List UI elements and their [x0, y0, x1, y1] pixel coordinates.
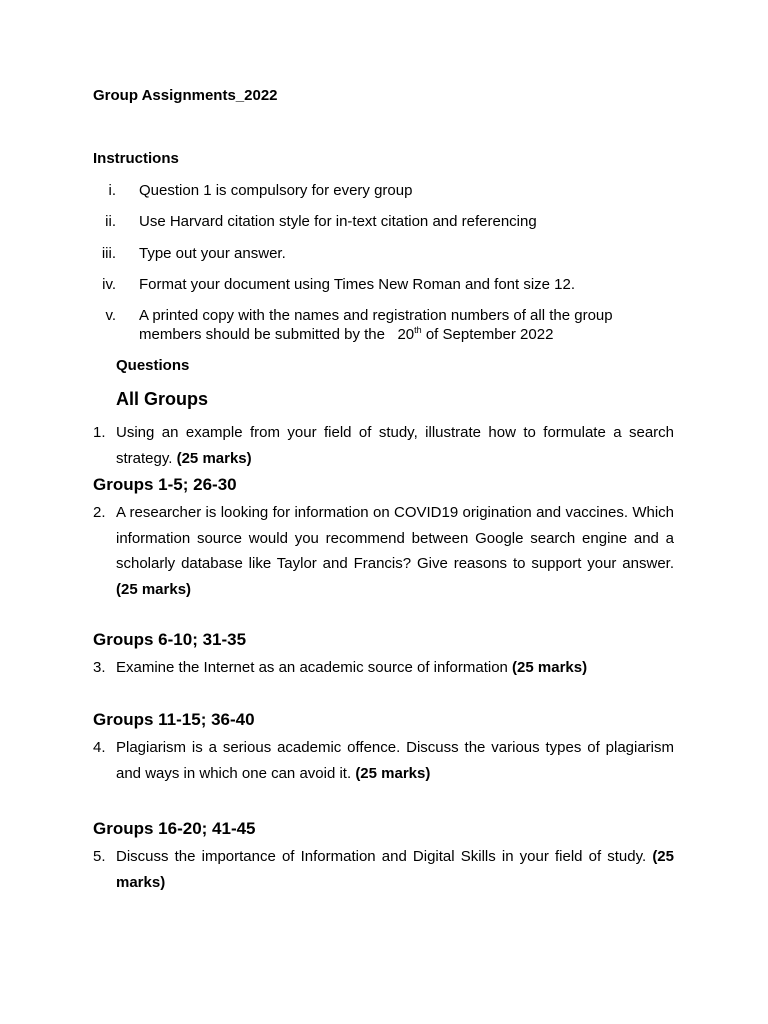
question-marks: (25 marks) [176, 449, 252, 467]
group-heading: All Groups [116, 389, 209, 409]
instruction-text: Format your document using Times New Roman and font size 12. [139, 276, 576, 293]
question-body: Examine the Internet as an academic source of information [116, 659, 513, 676]
question-text [116, 655, 674, 681]
instruction-number: i. [108, 182, 116, 199]
instruction-text: Question 1 is compulsory for every group [139, 182, 413, 199]
question-text [116, 500, 674, 602]
instruction-text-line1: A printed copy with the names and registration numbers of all the group [139, 307, 613, 324]
question-text [116, 420, 674, 471]
question-number: 5. [93, 848, 106, 865]
ordinal-suffix: th [414, 325, 422, 335]
instructions-heading: Instructions [93, 150, 179, 167]
question-text [116, 844, 674, 895]
group-heading: Groups 16-20; 41-45 [93, 819, 256, 838]
question-body: Using an example from your field of study, illustrate how to formulate a search strategy. [116, 424, 674, 467]
group-heading: Groups 1-5; 26-30 [93, 475, 237, 494]
questions-label: Questions [116, 357, 190, 374]
instruction-number: iii. [101, 245, 116, 262]
instruction-text-line2-end: of September 2022 [421, 326, 554, 343]
question-body: A researcher is looking for information on COVID19 origination and vaccines. Which information source would you recommend between Google search engine and a scholarly database like Taylor and Francis? Give reasons to support your answer. [116, 504, 674, 572]
question-number: 3. [93, 659, 106, 676]
question-number: 1. [93, 424, 106, 441]
group-heading: Groups 11-15; 36-40 [93, 710, 255, 729]
question-body: Discuss the importance of Information and Digital Skills in your field of study. [116, 848, 653, 865]
question-number: 2. [93, 504, 106, 521]
group-heading: Groups 6-10; 31-35 [93, 630, 247, 649]
instruction-text-line2 [139, 326, 553, 343]
question-marks: (25 marks) [116, 580, 192, 598]
instruction-text: Use Harvard citation style for in-text citation and referencing [139, 213, 537, 230]
question-marks: (25 marks) [512, 659, 588, 676]
document-title: Group Assignments_2022 [93, 87, 278, 104]
question-marks: (25 marks) [116, 848, 674, 891]
instruction-number: v. [105, 307, 116, 324]
instruction-text: Type out your answer. [139, 245, 286, 262]
instruction-number: iv. [102, 276, 116, 293]
instruction-text [139, 306, 659, 344]
instruction-text-line2-start: members should be submitted by the 20 [139, 326, 415, 343]
question-marks: (25 marks) [355, 764, 431, 782]
question-text [116, 735, 674, 786]
question-body: Plagiarism is a serious academic offence. Discuss the various types of plagiarism and ways in which one can avoid it. [116, 739, 674, 782]
instruction-number: ii. [105, 213, 116, 230]
question-number: 4. [93, 739, 106, 756]
